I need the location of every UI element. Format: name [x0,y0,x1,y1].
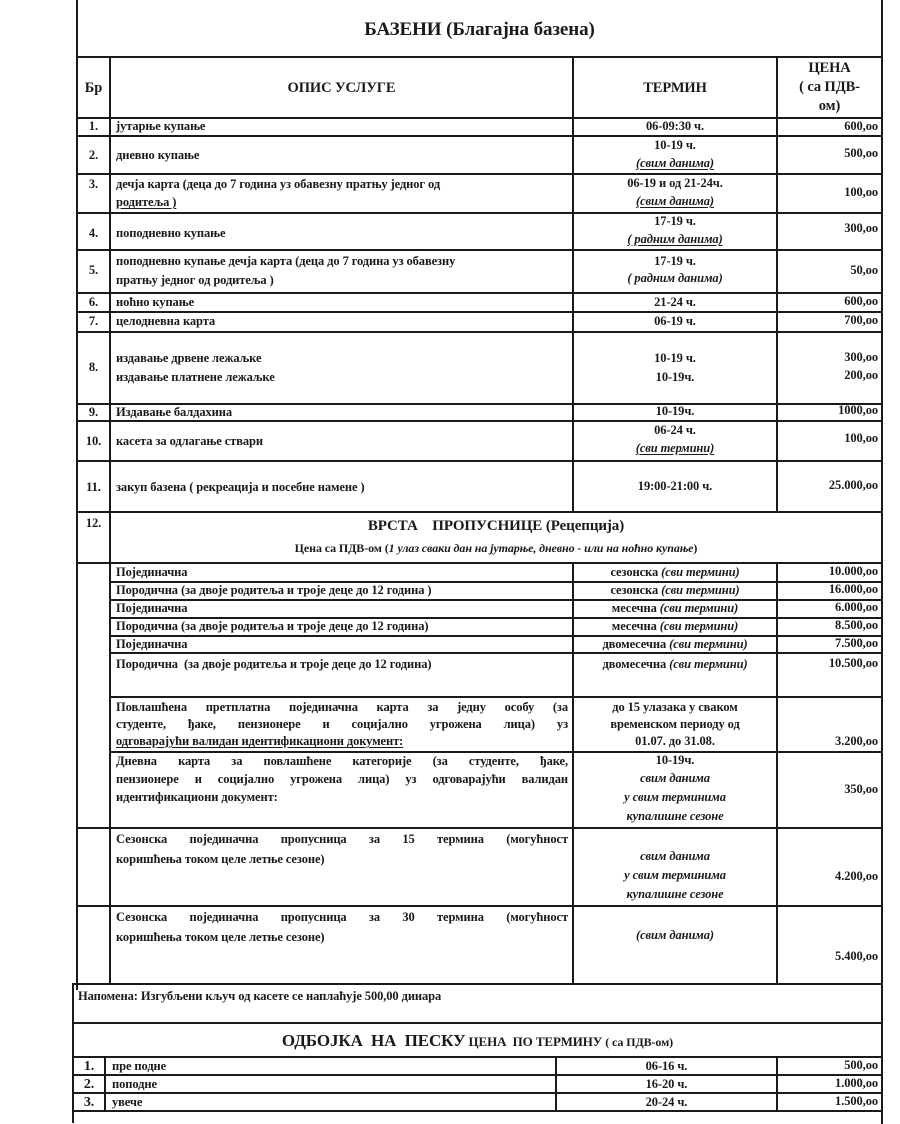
row-description: издавање платнене лежаљке [116,370,275,384]
pass-term: (свим данима) [636,928,714,942]
row-description: касета за одлагање ствари [116,434,263,448]
pass-price: 7.500,oo [835,636,878,650]
note-text: Напомена: Изгубљени кључ од касете се наплаћује 500,00 динара [78,989,442,1003]
pass-description: Повлашћена претплатна појединачна карта за једну особу (за [116,700,568,714]
pass-term: до 15 улазака у свaком [612,700,738,714]
row-description: издавање дрвене лежаљке [116,351,262,365]
section-number: 12. [85,516,102,530]
row-term: 06-24 ч. [654,423,696,437]
pass-description: Појединачна [116,565,188,579]
pass-term: у свим терминима [624,790,726,804]
pass-term-type: месечна [611,601,657,615]
row-term-note: ( радним данима) [627,232,723,246]
pass-term [574,600,776,617]
row-term: 06-19 и од 21-24ч. [627,176,723,190]
row-description: родитеља ) [116,195,177,209]
row-term: 10-19ч. [655,404,695,418]
row-term: 10-19 ч. [654,351,696,365]
pass-term-type: двомесечна [602,657,667,671]
row-description: дневно купање [116,148,200,162]
pass-price: 350,oo [844,782,878,796]
subheading-suffix: ) [693,541,698,555]
pass-term-note: (сви термини) [661,583,740,597]
row-number: 1. [88,119,99,133]
row-term: 06-16 ч. [645,1059,688,1073]
header-price-line: ( са ПДВ- [799,79,860,95]
row-description: увече [112,1095,143,1109]
pass-price: 3.200,oo [835,734,878,748]
pass-description: студенте, ђаке, пензионере и социјално угрожена лица) уз [116,717,568,731]
row-price: 50,oo [850,263,878,277]
row-description: дечја карта (деца до 7 година уз обавезну пратњу једног од [116,177,441,191]
row-term: 16-20 ч. [645,1077,688,1091]
row-number: 5. [88,263,99,277]
header-term: ТЕРМИН [643,80,707,96]
pass-price: 4.200,oo [835,869,878,883]
pass-term-type: двомесечна [602,637,667,651]
header-price-line: ЦЕНА [808,60,851,76]
row-description: ноћно купање [116,295,195,309]
pass-term: у свим терминима [624,868,726,882]
row-description: поподневно купање дечја карта (деца до 7 година уз обавезну [116,254,456,268]
volleyball-title-sub: ЦЕНА ПО ТЕРМИНУ [468,1034,603,1049]
row-description: поподне [112,1077,157,1091]
pass-term-type: месечна [611,619,657,633]
row-price: 500,oo [844,1058,878,1072]
row-term: 06-19 ч. [654,314,696,328]
row-term-note: (свим данима) [636,156,714,170]
row-term: 21-24 ч. [654,295,696,309]
pass-price: 16.000,oo [828,582,878,596]
pass-description: одговарајући валидан идентификациони документ: [116,734,404,748]
row-number: 3. [88,177,99,191]
row-term: 10-19ч. [655,370,695,384]
pass-description: Породична (за двоје родитеља и троје деце до 12 година) [116,657,432,671]
row-term-note: (сви термини) [635,441,715,455]
row-description: пре подне [112,1059,167,1073]
row-description: пратњу једног од родитеља ) [116,273,274,287]
pass-term: временском периоду од [610,717,740,731]
volleyball-title-main: ОДБОЈКА НА ПЕСКУ [281,1031,466,1050]
pass-term-note: (сви термини) [669,657,748,671]
pass-term: свим данима [640,849,710,863]
row-number: 3. [83,1095,95,1110]
row-description: поподневно купање [116,226,226,240]
row-term-note: ( радним данима) [627,271,723,285]
pass-term [574,656,776,673]
row-term-note: (свим данима) [636,194,714,208]
pass-term [574,636,776,653]
row-price: 1000,oo [838,403,878,417]
row-number: 10. [85,434,102,448]
row-price: 100,oo [844,185,878,199]
subheading-italic: 1 улаз сваки дан на јутарње, дневно - или на ноћно купање [388,541,694,555]
row-term: 10-19 ч. [654,138,696,152]
pass-price: 8.500,oo [835,618,878,632]
row-description: јутарње купање [116,119,206,133]
pass-term: 01.07. до 31.08. [635,734,715,748]
pass-description: Сезонска појединачна пропусница за 30 термина (могућност [116,910,568,924]
pass-term-type: сезонска [610,583,659,597]
page-title: БАЗЕНИ (Благајна базена) [364,19,595,40]
row-term: 20-24 ч. [645,1095,688,1109]
row-number: 2. [88,148,99,162]
pass-term-note: (сви термини) [669,637,748,651]
section-subheading [111,540,881,557]
pass-description: пензионере и социјално угрожена лица) уз одговарајући валидан [116,772,568,786]
row-number: 8. [88,360,99,374]
row-price: 500,oo [844,146,878,160]
pass-description: Сезонска појединачна пропусница за 15 термина (могућност [116,832,568,846]
header-no: Бр [84,80,103,96]
header-price [778,59,881,116]
header-desc: ОПИС УСЛУГЕ [287,80,396,96]
row-price: 1.000,oo [835,1076,878,1090]
pass-term: купалишне сезоне [626,809,724,823]
row-term: 17-19 ч. [654,214,696,228]
row-term: 06-09:30 ч. [645,119,705,133]
pass-description: Појединачна [116,637,188,651]
row-price: 1.500,oo [835,1094,878,1108]
header-price-line: ом) [818,98,841,114]
row-price: 200,oo [844,368,878,382]
pass-term-note: (сви термини) [661,565,740,579]
pass-term-note: (сви термини) [659,601,739,615]
row-description: Издавање балдахина [116,405,233,419]
row-term: 19:00-21:00 ч. [637,479,713,493]
row-number: 6. [88,295,99,309]
pass-description: Појединачна [116,601,188,615]
pass-term-note: (сви термини) [659,619,739,633]
row-price: 600,oo [844,294,878,308]
pass-term-type: сезонска [610,565,659,579]
row-term: 17-19 ч. [654,254,696,268]
pass-description: коришћења током целе летње сезоне) [116,930,325,944]
row-number: 11. [86,480,101,494]
title-border-bottom [76,56,883,58]
pass-term [574,582,776,599]
row-number: 9. [88,405,99,419]
pass-description: коришћења током целе летње сезоне) [116,852,325,866]
volleyball-title [72,1031,883,1052]
row-number: 4. [88,226,99,240]
row-description: целодневна карта [116,314,216,328]
pass-term [574,618,776,635]
pass-term: свим данима [640,771,710,785]
row-price: 100,oo [844,431,878,445]
pass-description: Породична (за двоје родитеља и троје деце до 12 година) [116,619,429,633]
pass-description: Породична (за двоје родитеља и троје деце до 12 година ) [116,583,432,597]
row-description: закуп базена ( рекреација и посебне намене ) [116,480,365,494]
pass-term [574,564,776,581]
subheading-prefix: Цена са ПДВ-ом ( [294,541,389,555]
pass-description: идентификациони документ: [116,790,278,804]
row-price: 25.000,oo [828,478,878,492]
section-heading: ВРСТА ПРОПУСНИЦЕ (Рецепција) [367,518,625,534]
row-price: 300,oo [844,221,878,235]
row-price: 600,oo [844,119,878,133]
pass-price: 5.400,oo [835,949,878,963]
row-price: 700,oo [844,313,878,327]
row-number: 7. [88,314,99,328]
pass-price: 10.000,oo [828,564,878,578]
volleyball-title-vat: ( са ПДВ-ом) [605,1035,674,1049]
row-number: 2. [83,1077,95,1092]
pass-term: 10-19ч. [655,753,695,767]
pass-term: купалишне сезоне [626,887,724,901]
row-number: 1. [83,1059,95,1074]
pass-description: Дневна карта за повлашћене категорије (за студенте, ђаке, [116,754,568,768]
row-price: 300,oo [844,350,878,364]
pass-price: 10.500,oo [828,656,878,670]
pass-price: 6.000,oo [835,600,878,614]
